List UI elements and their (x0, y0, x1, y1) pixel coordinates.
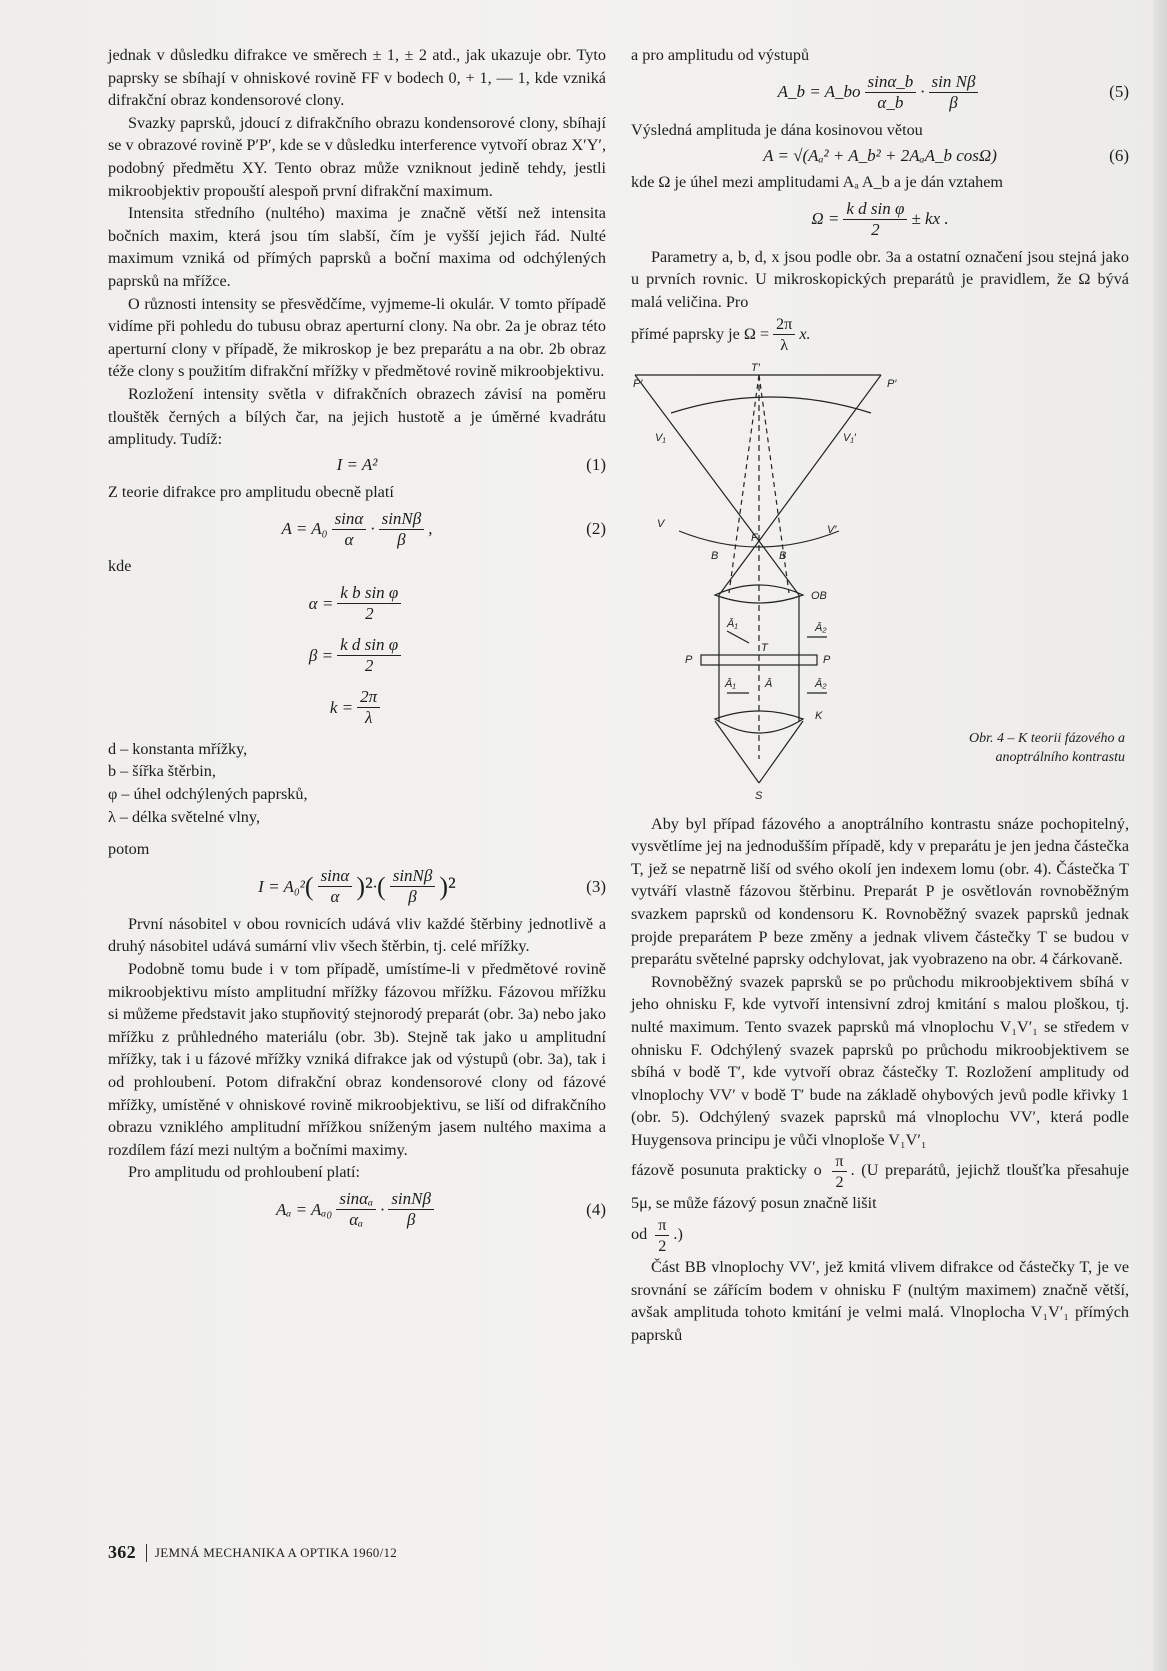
label-v1: V₁ (655, 431, 666, 444)
fraction-denominator: α (330, 887, 340, 907)
fraction (337, 583, 401, 624)
page-number: 362 (108, 1542, 136, 1562)
fraction-denominator: β (408, 887, 417, 907)
label-a1: Ā₁ (727, 617, 738, 630)
label-t-top: T′ (751, 362, 760, 374)
paragraph: Rozložení intensity světla v difrakčních obrazech závisí na poměru tlouštěk černých a bílých čar, na jejich hustotě a je úměrné kvadrátu amplitudy. Tudíž: (108, 384, 606, 449)
equation-left: A_b = A_bo (777, 82, 861, 102)
equation-body: I = A² (336, 455, 378, 475)
equation-number: (2) (586, 518, 606, 538)
fraction-numerator: sinNβ (379, 509, 425, 530)
equation-tail: ± kx . (911, 209, 949, 229)
fraction-numerator: sinα_b (865, 72, 917, 93)
page-edge-shadow (1153, 0, 1167, 1671)
symbol-definitions (108, 738, 606, 828)
fraction-numerator: 2π (773, 314, 795, 335)
fraction-numerator: sinα (332, 509, 367, 530)
text: fázově posunuta prakticky o (631, 1161, 822, 1180)
equation-left: β = (308, 645, 334, 665)
equation-6 (631, 141, 1129, 171)
fraction-numerator: π (655, 1215, 669, 1236)
ray-line (635, 375, 759, 541)
equation-5 (631, 67, 1129, 119)
equation-number: (3) (586, 876, 606, 896)
label-a1b: Ā₁ (725, 677, 736, 690)
paragraph: První násobitel v obou rovnicích udává vliv každé štěrbiny jednotlivě a druhý násobitel udává sumární vliv všech štěrbin, tj. celé mřížky. (108, 914, 606, 956)
fraction (865, 72, 917, 113)
label-p-l: P (685, 653, 693, 666)
equation-left: k = (329, 697, 354, 717)
footer-divider (146, 1544, 147, 1562)
figure-caption: Obr. 4 – K teorii fázového a anoptrálního kontrastu (969, 730, 1125, 765)
text: od (631, 1225, 648, 1244)
paragraph: Z teorie difrakce pro amplitudu obecně platí (108, 482, 394, 501)
paragraph: Aby byl případ fázového a anoptrálního kontrastu snáze pochopitelný, vysvětlíme jej na jednodušším případě, kdy v preparátu je jen jedna částečka T, jež se nepatrně liší od svého okolí jen indexem lomu (obr. 4). Částečka T vytváří vlastně fázovou štěrbinu. Preparát P je osvětlován rovnoběžným svazkem paprsků od kondensoru K. Rovnoběžný svazek paprsků jednak projde preparátem P beze změny a jednak vlivem částečky T se budou v preparátu světelné paprsky odchylovat, jak vyobrazeno na obr. 4 čárkovaně. (631, 814, 1129, 969)
equation-number: (6) (1109, 145, 1129, 165)
label-t: T (761, 641, 768, 654)
equation-left: I = A₀² (258, 876, 305, 896)
equation-left: Ω = (811, 209, 840, 229)
fraction-denominator: α_b (877, 93, 904, 113)
text: x. (799, 324, 811, 343)
label-v: V (657, 517, 665, 530)
label-ob: OB (811, 589, 827, 602)
left-column (108, 44, 606, 1236)
label-p-right: P′ (887, 377, 897, 390)
paragraph: Parametry a, b, d, x jsou podle obr. 3a a ostatní označení jsou stejná jako u prvních rovnic. U mikroskopických preparátů je pravidlem, že Ω bývá malá veličina. Pro (631, 247, 1129, 311)
right-column (631, 44, 1129, 1346)
fraction (337, 635, 401, 676)
paragraph-inline-formula (631, 314, 1129, 355)
fraction-denominator: λ (364, 708, 373, 728)
paragraph: Pro amplitudu od prohloubení platí: (128, 1163, 360, 1182)
ray-line (715, 721, 759, 783)
paragraph: Rovnoběžný svazek paprsků se po průchodu mikroobjektivem sbíhá v jeho ohnisku F, kde vytvoří intensivní zdroj kmitání s malou ploškou, tj. nulté maximum. Tento svazek paprsků má vlnoplochu V₁V′₁ se středem v ohnisku F. Odchýlený svazek paprsků po průchodu mikroobjektivem se sbíhá v bodě T′, kde vytvoří obraz částečky T. Rozložení amplitudy od vlnoplochy VV′ v bodě T′ bude na základě ohybových jevů podle křivky 1 (obr. 5). Odchýlený svazek paprsků má vlnoplochu VV′, která podle Huygensova principu je vůči vlnoploše V₁V′₁ (631, 972, 1129, 1149)
fraction (318, 866, 353, 907)
paragraph: O různosti intensity se přesvědčíme, vyjmeme-li okulár. V tomto případě vidíme při pohledu do tubusu obraz aperturní clony. Na obr. 2a je obraz této aperturní clony v případě, že mikroskop je bez preparátu a na obr. 2b obraz téže clony s použitím difrakční mřížky v předmětové rovině mikroobjektivu. (108, 294, 606, 381)
label-b-left: B (711, 549, 719, 562)
fraction-numerator: sinNβ (390, 866, 436, 887)
label-v1p: V₁′ (843, 431, 856, 444)
kde-label: kde (108, 557, 132, 576)
paren-open: ( (304, 871, 314, 901)
equation-2 (108, 503, 606, 555)
arrow-a1 (727, 631, 749, 643)
equation-4 (108, 1184, 606, 1236)
label-p-r: P (823, 653, 831, 666)
definition-item: λ – délka světelné vlny, (108, 807, 260, 826)
fraction-numerator: k b sin φ (337, 583, 401, 604)
definition-item: d – konstanta mřížky, (108, 739, 248, 758)
beta-definition (108, 630, 606, 682)
ray-line (759, 721, 803, 783)
potom-label: potom (108, 840, 150, 859)
paragraph-inline-formula (631, 1151, 1129, 1215)
fraction-denominator: β (406, 1210, 416, 1230)
fraction (379, 509, 425, 550)
label-a2: Ā₂ (815, 621, 827, 634)
fraction-denominator: 2 (365, 604, 374, 624)
fraction (357, 687, 380, 728)
label-b-right: B (779, 549, 787, 562)
definition-item: b – šířka štěrbin, (108, 762, 216, 781)
equation-tail: , (428, 518, 433, 538)
label-p-left: P′ (633, 377, 643, 390)
omega-definition (631, 194, 1129, 246)
fraction-denominator: α (344, 529, 354, 549)
diagram-labels (633, 363, 897, 801)
equation-number: (1) (586, 455, 606, 475)
text: přímé paprsky je Ω = (631, 324, 770, 343)
fraction (929, 72, 979, 113)
paragraph: Intensita středního (nultého) maxima je značně větší než intensita bočních maxim, která jsou tím slabší, čím je vyšší jejich řád. Nulté maximum vzniká od přímých paprsků a boční maxima od odchýlených paprsků na mřížce. (108, 204, 606, 290)
equation-number: (4) (586, 1199, 606, 1219)
label-ab: Ā (765, 677, 773, 690)
alpha-definition (108, 578, 606, 630)
definition-item: φ – úhel odchýlených paprsků, (108, 785, 308, 804)
label-f: F (751, 531, 758, 544)
equation-left: α = (308, 593, 334, 613)
fraction-denominator: αₐ (349, 1210, 364, 1230)
paren-open: ( (377, 871, 386, 901)
fraction-numerator: sinαₐ (336, 1189, 376, 1210)
paren-close-squared: )² (439, 871, 456, 901)
equation-body: A = √(Aₐ² + A_b² + 2AₐA_b cosΩ) (763, 145, 997, 165)
fraction-numerator: sin Nβ (929, 72, 979, 93)
fraction-denominator: 2 (871, 220, 880, 240)
fraction (390, 866, 436, 907)
fraction-denominator: 2 (658, 1237, 667, 1256)
page-footer (108, 1542, 397, 1563)
equation-3 (108, 861, 606, 913)
multiply-dot: · (920, 82, 925, 102)
text: . (U preparátů, jejichž tloušťka přesahuje 5μ, se může fázový posun značně lišit (631, 1161, 1129, 1213)
label-vp: V′ (827, 523, 837, 536)
fraction-numerator: 2π (357, 687, 380, 708)
paragraph: kde Ω je úhel mezi amplitudami Aₐ A_b a je dán vztahem (631, 173, 1004, 192)
fraction-denominator: β (397, 529, 406, 549)
paragraph: Svazky paprsků, jdoucí z difrakčního obrazu kondensorové clony, sbíhají se v obrazové rovině P′P′, kde se v důsledku interference vytvoří obraz X′Y′, podobný předmětu XY. Tento obraz může vzniknout jedině tehdy, jestli mikroobjektiv propouští alespoň první difrakční maximum. (108, 113, 606, 200)
equation-1 (108, 451, 606, 481)
paragraph: Podobně tomu bude i v tom případě, umístíme-li v předmětové rovině mikroobjektivu místo amplitudní mřížky fázovou mřížku. Fázovou mřížku si můžeme představit jako stupňovitý stejnorodý preparát (obr. 3a) nebo jako mřížku z průhledného materiálu (obr. 3b). Stejně tak jako u amplitudní mřížky, tak i u fázové mřížky vzniká difrakce jak od výstupů (obr. 3a), tak i od prohloubení. Potom difrakční obraz kondensorové clony od fázové mřížky, umístěné v ohniskové rovině mikroobjektivu, se liší od difrakčního obrazu vzniklého amplitudní mřížkou sníženým jasem nultého maxima a rozdílem fází mezi nultým a bočními maximy. (108, 960, 606, 1159)
journal-name: JEMNÁ MECHANIKA A OPTIKA 1960/12 (154, 1544, 398, 1560)
multiply-dot: · (380, 1199, 385, 1219)
figure-4 (631, 363, 1129, 801)
fraction-numerator: k d sin φ (843, 199, 907, 220)
fraction-denominator: β (949, 93, 958, 113)
fraction (773, 314, 795, 355)
fraction (843, 199, 907, 240)
paragraph: Část BB vlnoplochy VV′, jež kmitá vlivem difrakce od částečky T, je ve srovnání se zářícím bodem v ohnisku F (nultým maximem) značně větší, avšak amplituda tohoto kmitání je velmi malá. Vlnoplocha V₁V′₁ přímých paprsků (631, 1258, 1129, 1344)
fraction-denominator: 2 (835, 1173, 844, 1192)
equation-number: (5) (1109, 82, 1129, 102)
wavefront-v1-arc (671, 397, 871, 413)
fraction (832, 1151, 846, 1192)
fraction-denominator: λ (780, 335, 789, 354)
fraction (332, 509, 367, 550)
equation-left: Aₐ = Aₐ₀ (276, 1199, 333, 1219)
label-k: K (815, 709, 823, 722)
fraction (388, 1189, 434, 1230)
multiply-dot: · (370, 518, 375, 538)
fraction-numerator: k d sin φ (337, 635, 401, 656)
label-a2b: Ā₂ (815, 677, 827, 690)
paragraph: a pro amplitudu od výstupů (631, 46, 810, 64)
paren-close-squared: )² (356, 871, 373, 901)
paragraph-inline-formula (631, 1215, 1129, 1256)
equation-left: A = A₀ (281, 518, 328, 538)
k-definition (108, 682, 606, 734)
ray-line (759, 375, 881, 541)
fraction-numerator: sinNβ (388, 1189, 434, 1210)
paragraph: Výsledná amplituda je dána kosinovou větou (631, 120, 923, 139)
label-s: S (755, 789, 763, 801)
fraction-numerator: π (832, 1151, 846, 1172)
text: .) (673, 1225, 683, 1244)
fraction-denominator: 2 (364, 656, 374, 676)
paragraph: jednak v důsledku difrakce ve směrech ± 1, ± 2 atd., jak ukazuje obr. Tyto paprsky se sbíhají v ohniskové rovině FF v bodech 0, + 1, — 1, kde vzniká difrakční obraz kondensorové clony. (108, 46, 606, 110)
fraction-numerator: sinα (318, 866, 353, 887)
fraction (336, 1189, 376, 1230)
multiply-dot: · (372, 876, 378, 896)
fraction (655, 1215, 669, 1256)
